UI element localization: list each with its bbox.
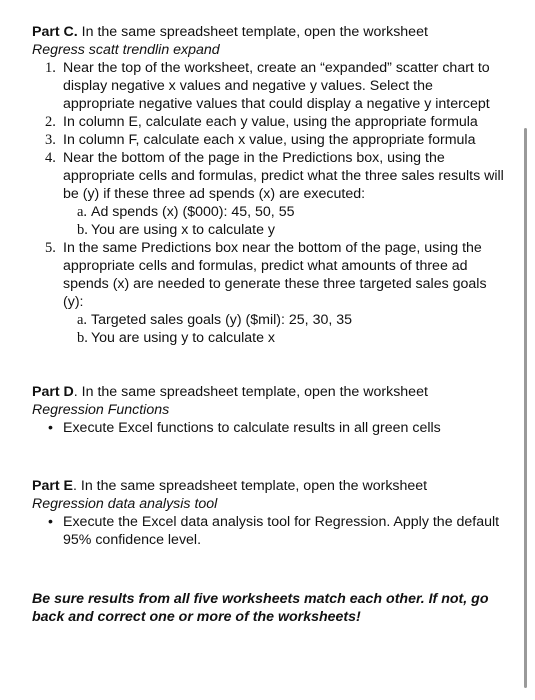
part-c-worksheet-name: Regress scatt trendlin expand [32,42,220,58]
bullet-icon: • [48,420,53,436]
step-text: Near the bottom of the page in the Predictions box, using the appropriate cells and formulas, predict what the three sales results will be (y) if these three ad spends (x) are executed: [63,150,504,202]
part-c-label: Part C. [32,24,78,40]
step-5-sub-a [63,311,507,329]
spacer [32,437,507,477]
step-number: 3. [45,132,56,148]
sub-letter: a. [77,204,88,220]
step-text: In the same Predictions box near the bottom of the page, using the appropriate cells and formulas, predict what amounts of three ad spends (x) are needed to generate these three targeted sales goals (y): [63,240,487,310]
sub-letter: a. [77,312,88,328]
part-e-intro: . In the same spreadsheet template, open the worksheet [73,478,428,494]
part-e-worksheet-name: Regression data analysis tool [32,496,218,512]
part-c-intro: In the same spreadsheet template, open the worksheet [77,24,428,40]
part-d-bullet [32,419,507,437]
sub-text: You are using x to calculate y [91,222,276,238]
part-d-worksheet-name: Regression Functions [32,402,170,418]
part-d-section [32,383,507,437]
part-c-section [32,23,507,347]
bullet-icon: • [48,514,53,530]
part-c-heading [32,23,507,41]
part-e-bullet [32,513,507,549]
sub-text: Ad spends (x) ($000): 45, 50, 55 [91,204,295,220]
scrollbar[interactable] [524,128,527,688]
part-e-section [32,477,507,549]
step-number: 1. [45,60,56,76]
step-4 [32,149,507,239]
step-text: In column F, calculate each x value, using the appropriate formula [63,132,476,148]
step-2 [32,113,507,131]
step-3 [32,131,507,149]
spacer [32,347,507,383]
document-body [32,23,507,626]
part-e-heading [32,477,507,495]
closing-note: Be sure results from all five worksheets match each other. If not, go back and correct one or more of the worksheets! [32,591,489,625]
sub-letter: b. [77,222,88,238]
sub-text: Targeted sales goals (y) ($mil): 25, 30, 35 [91,312,353,328]
part-e-label: Part E [32,478,74,494]
sub-text: You are using y to calculate x [91,330,276,346]
step-4-sub-b [63,221,507,239]
sub-letter: b. [77,330,88,346]
step-number: 2. [45,114,56,130]
step-number: 4. [45,150,56,166]
part-c-steps [32,59,507,347]
step-1 [32,59,507,113]
part-d-label: Part D [32,384,74,400]
step-number: 5. [45,240,56,256]
part-d-intro: . In the same spreadsheet template, open the worksheet [73,384,428,400]
step-4-sub-a [63,203,507,221]
bullet-text: Execute the Excel data analysis tool for Regression. Apply the default 95% confidence level. [63,514,500,548]
step-5-sub-b [63,329,507,347]
step-text: In column E, calculate each y value, using the appropriate formula [63,114,478,130]
spacer [32,549,507,590]
step-5 [32,239,507,347]
step-text: Near the top of the worksheet, create an “expanded” scatter chart to display negative x values and negative y values. Select the appropriate negative values that could display a negative y intercept [63,60,490,112]
bullet-text: Execute Excel functions to calculate results in all green cells [63,420,441,436]
part-d-heading [32,383,507,401]
